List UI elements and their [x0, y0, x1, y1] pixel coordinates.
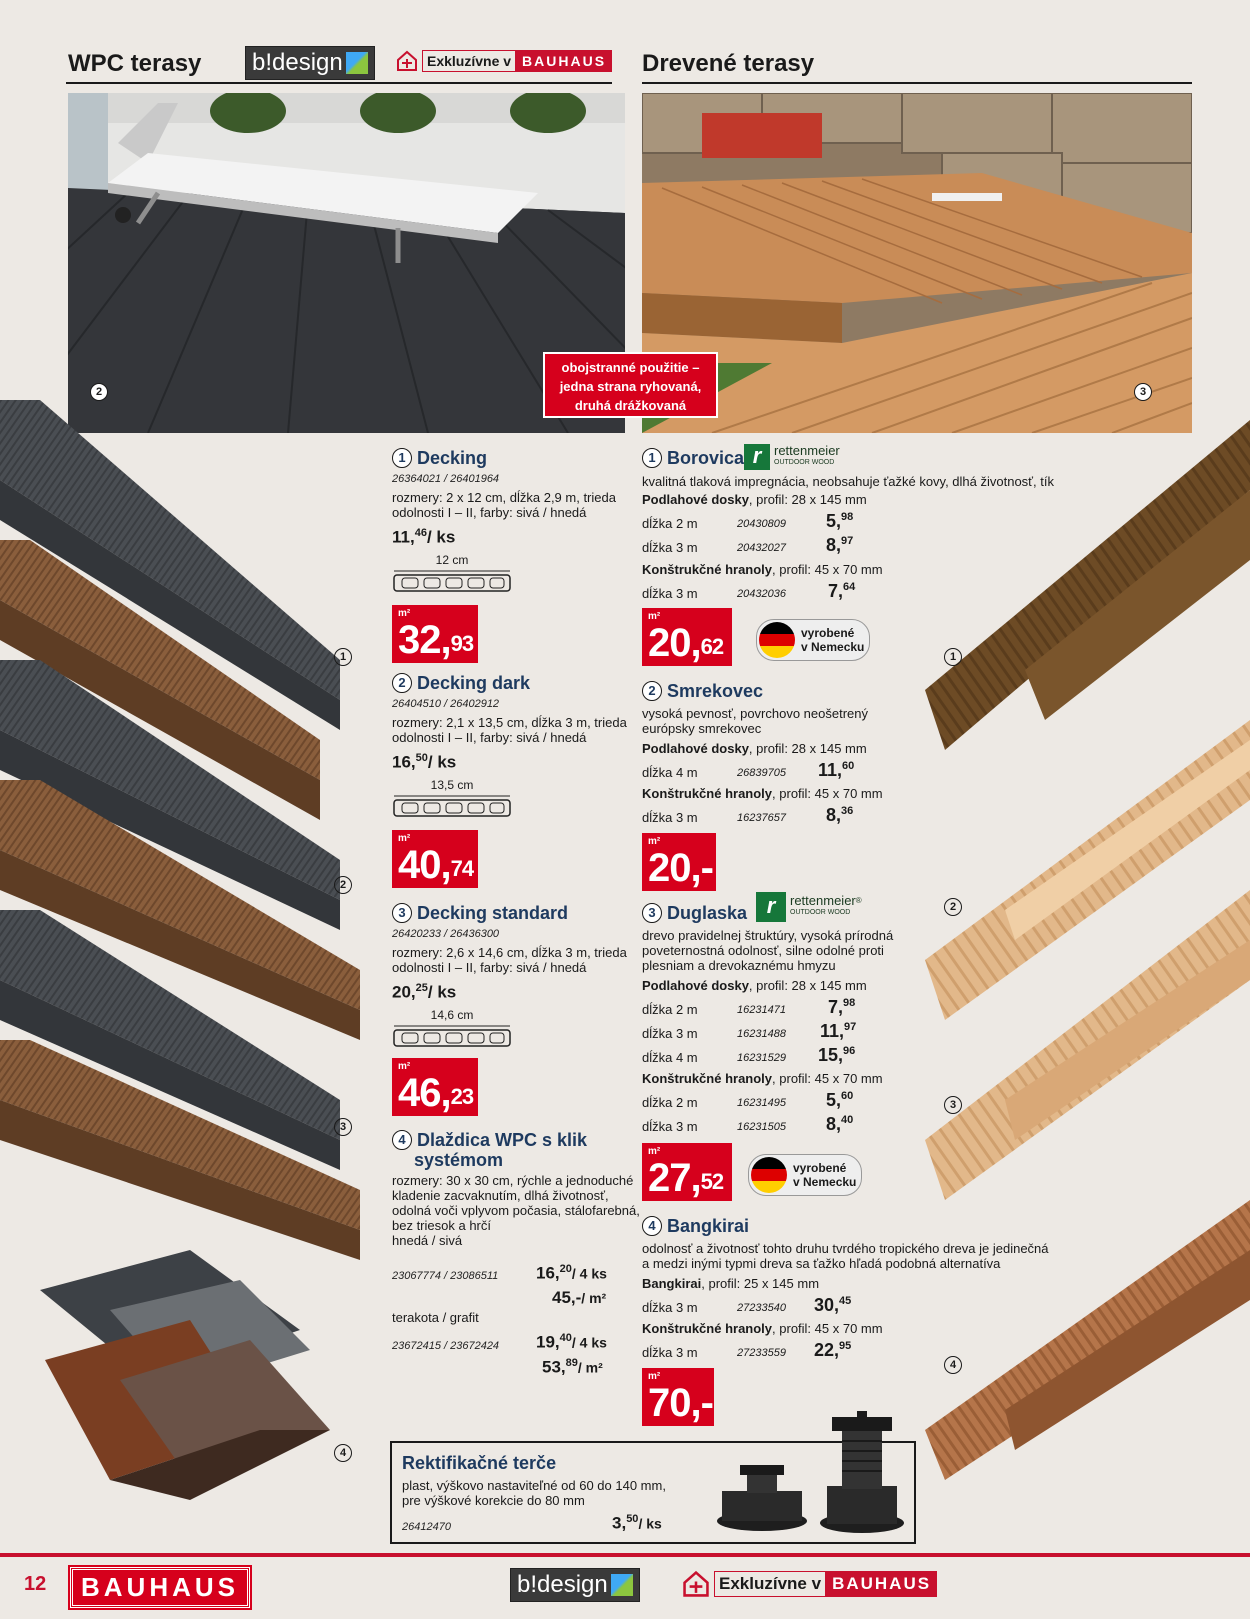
duglaska-m2-label: m²	[648, 1146, 661, 1157]
bangkirai-beam-row-1-price-cents: 95	[839, 1340, 852, 1352]
borovica-m2-price	[648, 622, 723, 664]
duglaska-row-3-length: dĺžka 4 m	[642, 1050, 698, 1065]
bangkirai-row-1-length: dĺžka 3 m	[642, 1300, 698, 1315]
decking-standard-m2-price-box	[392, 1058, 478, 1116]
smrekovec-description	[642, 706, 868, 736]
duglaska-beam-row-2-price	[826, 1114, 853, 1135]
borovica-beam-row-1-price	[828, 581, 855, 602]
bangkirai-row-1-price-main: 30,	[814, 1295, 840, 1315]
bangkirai-beam-profile: , profil: 45 x 70 mm	[772, 1321, 883, 1336]
bangkirai-title	[642, 1216, 749, 1237]
bauhaus-house-icon	[396, 50, 418, 72]
decking-profile-label: 12 cm	[435, 553, 469, 567]
duglaska-beam-row-1-length: dĺžka 2 m	[642, 1095, 698, 1110]
duglaska-beam-row-2-code: 16231505	[737, 1121, 786, 1133]
bangkirai-title-text: Bangkirai	[667, 1216, 750, 1236]
decking-standard-profile-icon	[392, 1022, 512, 1048]
decking-standard-price-unit: / ks	[427, 982, 457, 1002]
right-board-marker-4: 4	[944, 1356, 962, 1374]
pads-illustration	[702, 1411, 912, 1539]
wpc-tile-title-line-1: Dlaždica WPC s klik	[417, 1130, 588, 1150]
wpc-tiles-illustration	[40, 1250, 330, 1500]
duglaska-beam-row-1-price	[826, 1090, 853, 1111]
rettenmeier-r-icon-2: r	[756, 892, 786, 922]
footer-bauhaus-small: BAUHAUS	[826, 1571, 937, 1597]
made-in-2-line-1: vyrobené	[793, 1161, 847, 1175]
decking-dark-m2-price-main: 40,	[398, 843, 451, 887]
decking-dark-price-cents: 50	[415, 752, 428, 764]
decking-title	[392, 448, 487, 469]
decking-codes: 26364021 / 26401964	[392, 473, 500, 485]
germany-flag-icon	[759, 622, 795, 658]
wpc-tile-desc-line-1: rozmery: 30 x 30 cm, rýchle a jednoduché	[392, 1173, 634, 1188]
duglaska-row-2-price-main: 11,	[820, 1021, 845, 1041]
smrekovec-m2-price-box	[642, 833, 716, 891]
pads-price-unit: / ks	[638, 1515, 662, 1532]
rectification-pads-box	[390, 1441, 916, 1544]
rettenmeier-r-icon: r	[744, 444, 770, 470]
decking-m2-price-box	[392, 605, 478, 663]
decking-dark-profile-diagram	[392, 778, 512, 823]
wpc-tile-title	[392, 1130, 587, 1170]
smrekovec-floor-boards	[642, 741, 867, 756]
decking-standard-desc-line-1: rozmery: 2,6 x 14,6 cm, dĺžka 3 m, trieda	[392, 945, 627, 960]
wpc-tile-price-3-unit: / 4 ks	[571, 1334, 607, 1351]
made-in-germany-badge-1	[756, 619, 870, 661]
duglaska-row-1-price-cents: 98	[843, 997, 856, 1009]
decking-dark-title-text: Decking dark	[417, 673, 531, 693]
decking-standard-profile-label: 14,6 cm	[430, 1008, 474, 1022]
decking-dark-m2-price-box	[392, 830, 478, 888]
smrekovec-beam-row-1-price-cents: 36	[841, 805, 854, 817]
wpc-tile-price-3-cents: 40	[559, 1332, 572, 1344]
footer-bidesign-square-icon	[611, 1574, 633, 1596]
wpc-tile-price-3	[536, 1332, 607, 1353]
borovica-beam-row-1-length: dĺžka 3 m	[642, 586, 698, 601]
decking-title-text: Decking	[417, 448, 488, 468]
decking-m2-price	[398, 619, 473, 661]
rettenmeier-logo-1	[744, 444, 840, 470]
decking-standard-profile-diagram	[392, 1008, 512, 1053]
right-board-marker-3: 3	[944, 1096, 962, 1114]
pads-price-main: 3,	[612, 1513, 627, 1533]
rettenmeier-sub: OUTDOOR WOOD	[774, 459, 835, 466]
decking-standard-number: 3	[392, 903, 412, 923]
bangkirai-m2-price: 70,-	[648, 1381, 713, 1425]
left-board-marker-2: 2	[334, 876, 352, 894]
borovica-beam-label: Konštrukčné hranoly	[642, 562, 773, 577]
borovica-row-2-price	[826, 535, 853, 556]
pads-description	[402, 1478, 666, 1508]
decking-desc-line-1: rozmery: 2 x 12 cm, dĺžka 2,9 m, trieda	[392, 490, 616, 505]
decking-price-main: 11,	[392, 527, 415, 547]
rettenmeier-name-2: rettenmeier	[790, 893, 856, 908]
smrekovec-m2-price: 20,-	[648, 846, 713, 890]
bangkirai-beam-row-1-length: dĺžka 3 m	[642, 1345, 698, 1360]
footer-red-rule	[0, 1553, 1250, 1557]
bangkirai-desc-line-2: a medzi inými typmi dreva sa ťažko hľadá podobná alternatíva	[642, 1256, 1001, 1271]
smrekovec-beam-label: Konštrukčné hranoly	[642, 786, 773, 801]
duglaska-row-3-code: 16231529	[737, 1052, 786, 1064]
made-in-line-2: v Nemecku	[801, 640, 865, 654]
right-board-marker-1: 1	[944, 648, 962, 666]
decking-dark-m2-label: m²	[398, 833, 411, 844]
duglaska-m2-price-cents: 52	[700, 1169, 724, 1194]
rettenmeier-logo-2	[756, 892, 862, 922]
bangkirai-row-1-price	[814, 1295, 851, 1316]
borovica-m2-price-cents: 62	[700, 634, 724, 659]
wpc-tile-price-4-cents: 89	[565, 1357, 578, 1369]
bauhaus-logo: BAUHAUS	[516, 50, 612, 72]
decking-dark-desc-line-1: rozmery: 2,1 x 13,5 cm, dĺžka 3 m, trieda	[392, 715, 627, 730]
made-in-2-line-2: v Nemecku	[793, 1175, 857, 1189]
duglaska-beam-row-1-price-main: 5,	[826, 1090, 842, 1110]
decking-standard-codes: 26420233 / 26436300	[392, 928, 500, 940]
smrekovec-number: 2	[642, 681, 662, 701]
duglaska-row-1-price-main: 7,	[828, 997, 844, 1017]
bangkirai-row-1-code: 27233540	[737, 1302, 786, 1314]
smrekovec-desc-line-1: vysoká pevnosť, povrchovo neošetrený	[642, 706, 869, 721]
left-header-rule	[66, 82, 612, 84]
pads-desc-line-2: pre výškové korekcie do 80 mm	[402, 1493, 585, 1508]
duglaska-beams	[642, 1071, 883, 1086]
decking-standard-price-cents: 25	[415, 982, 428, 994]
wpc-tile-desc-line-4: bez triesok a hrčí	[392, 1218, 491, 1233]
bangkirai-beam-row-1-price	[814, 1340, 851, 1361]
smrekovec-beams	[642, 786, 883, 801]
callout-line-1: obojstranné použitie –	[561, 360, 700, 375]
pads-price	[612, 1513, 662, 1534]
footer-bauhaus-house-icon	[682, 1570, 710, 1598]
wpc-tile-codes-1: 23067774 / 23086511	[392, 1270, 499, 1282]
decking-standard-description	[392, 945, 627, 975]
right-header-rule	[642, 82, 1192, 84]
decking-dark-m2-price-cents: 74	[450, 856, 474, 881]
callout-line-2: jedna strana ryhovaná,	[559, 379, 702, 394]
made-in-line-1: vyrobené	[801, 626, 855, 640]
smrekovec-m2-label: m²	[648, 836, 661, 847]
footer-bidesign-logo	[510, 1568, 640, 1602]
duglaska-row-2-price-cents: 97	[844, 1021, 857, 1033]
decking-dark-profile-icon	[392, 792, 512, 818]
decking-standard-price	[392, 982, 456, 1003]
borovica-row-2-price-main: 8,	[826, 535, 842, 555]
exclusive-text: Exkluzívne v	[422, 50, 516, 72]
bangkirai-description	[642, 1241, 1049, 1271]
wpc-tile-desc-line-5: hnedá / sivá	[392, 1233, 463, 1248]
wpc-tile-desc-line-3: odolná voči vplyvom počasia, stálofarebná,	[392, 1203, 640, 1218]
borovica-title-text: Borovica	[667, 448, 745, 468]
borovica-row-1-length: dĺžka 2 m	[642, 516, 698, 531]
decking-dark-title	[392, 673, 530, 694]
duglaska-row-3-price-main: 15,	[818, 1045, 844, 1065]
callout-line-3: druhá drážkovaná	[574, 398, 687, 413]
wpc-tile-title-line-2: systémom	[414, 1150, 504, 1170]
wpc-tile-price-1-unit: / 4 ks	[571, 1265, 607, 1282]
wpc-tile-variant-2: terakota / grafit	[392, 1310, 479, 1325]
germany-flag-icon-2	[751, 1157, 787, 1193]
footer-exclusive-badge	[682, 1570, 937, 1598]
borovica-floor-label: Podlahové dosky	[642, 492, 749, 507]
made-in-germany-badge-2	[748, 1154, 862, 1196]
pads-code: 26412470	[402, 1521, 451, 1533]
exclusive-badge	[396, 50, 612, 72]
bangkirai-number: 4	[642, 1216, 662, 1236]
smrekovec-floor-label: Podlahové dosky	[642, 741, 749, 756]
photo-marker-3: 3	[1134, 383, 1152, 401]
bidesign-logo	[245, 46, 375, 80]
wpc-tile-price-4-unit: / m²	[577, 1359, 603, 1376]
duglaska-m2-price-box	[642, 1143, 732, 1201]
wood-section-title: Drevené terasy	[642, 50, 815, 77]
borovica-beam-row-1-price-main: 7,	[828, 581, 844, 601]
borovica-row-1-price-main: 5,	[826, 511, 842, 531]
smrekovec-beam-row-1-length: dĺžka 3 m	[642, 810, 698, 825]
wpc-tile-price-2-unit: / m²	[581, 1290, 607, 1306]
decking-dark-desc-line-2: odolnosti I – II, farby: sivá / hnedá	[392, 730, 587, 745]
borovica-description: kvalitná tlaková impregnácia, neobsahuje ťažké kovy, dlhá životnosť, tík	[642, 474, 1055, 489]
smrekovec-beam-row-1-code: 16237657	[737, 812, 786, 824]
duglaska-row-3-price-cents: 96	[843, 1045, 856, 1057]
wpc-tile-desc-line-2: kladenie zacvaknutím, dlhá životnosť,	[392, 1188, 609, 1203]
duglaska-m2-price-main: 27,	[648, 1156, 701, 1200]
duglaska-row-2-length: dĺžka 3 m	[642, 1026, 698, 1041]
bangkirai-desc-line-1: odolnosť a životnosť tohto druhu tvrdého tropického dreva je jedinečná	[642, 1241, 1049, 1256]
left-board-marker-4: 4	[334, 1444, 352, 1462]
duglaska-beam-row-1-code: 16231495	[737, 1097, 786, 1109]
duglaska-row-3-price	[818, 1045, 855, 1066]
wpc-tile-price-2	[552, 1288, 606, 1308]
bangkirai-row-1-price-cents: 45	[839, 1295, 852, 1307]
wpc-tile-price-4-main: 53,	[542, 1357, 566, 1377]
borovica-beams	[642, 562, 883, 577]
decking-price-cents: 46	[414, 527, 427, 539]
decking-description	[392, 490, 616, 520]
duglaska-row-2-price	[820, 1021, 856, 1042]
smrekovec-row-1-price	[818, 760, 854, 781]
decking-number: 1	[392, 448, 412, 468]
decking-dark-codes: 26404510 / 26402912	[392, 698, 500, 710]
smrekovec-desc-line-2: európsky smrekovec	[642, 721, 762, 736]
bangkirai-m2-label: m²	[648, 1371, 661, 1382]
pads-title: Rektifikačné terče	[402, 1453, 557, 1473]
borovica-beam-row-1-code: 20432036	[737, 588, 786, 600]
duglaska-beam-profile: , profil: 45 x 70 mm	[772, 1071, 883, 1086]
decking-profile-diagram	[392, 553, 512, 598]
wpc-section-title: WPC terasy	[68, 50, 202, 77]
borovica-row-2-length: dĺžka 3 m	[642, 540, 698, 555]
photo-marker-2: 2	[90, 383, 108, 401]
rettenmeier-sub-2: OUTDOOR WOOD	[790, 909, 851, 916]
borovica-row-1-code: 20430809	[737, 518, 786, 530]
duglaska-beam-row-2-price-cents: 40	[841, 1114, 854, 1126]
duglaska-floor-label: Podlahové dosky	[642, 978, 749, 993]
duglaska-row-1-code: 16231471	[737, 1004, 786, 1016]
duglaska-desc-line-2: poveternostná odolnosť, silne odolné proti	[642, 943, 884, 958]
wpc-tile-price-1-main: 16,	[536, 1263, 560, 1283]
smrekovec-beam-profile: , profil: 45 x 70 mm	[772, 786, 883, 801]
decking-price	[392, 527, 455, 548]
decking-standard-title	[392, 903, 568, 924]
duglaska-m2-price	[648, 1157, 723, 1199]
smrekovec-floor-profile: , profil: 28 x 145 mm	[748, 741, 867, 756]
wpc-terrace-photo	[68, 93, 625, 433]
duglaska-floor-boards	[642, 978, 867, 993]
bangkirai-floor-profile: , profil: 25 x 145 mm	[701, 1276, 820, 1291]
duglaska-title-text: Duglaska	[667, 903, 748, 923]
decking-dark-profile-label: 13,5 cm	[430, 778, 474, 792]
footer-bauhaus-logo: BAUHAUS	[70, 1567, 250, 1608]
smrekovec-row-1-price-cents: 60	[842, 760, 855, 772]
borovica-floor-boards	[642, 492, 867, 507]
bangkirai-floor-boards	[642, 1276, 819, 1291]
bangkirai-beam-row-1-code: 27233559	[737, 1347, 786, 1359]
wpc-tile-price-4	[542, 1357, 603, 1378]
smrekovec-row-1-price-main: 11,	[818, 760, 843, 780]
decking-standard-m2-label: m²	[398, 1061, 411, 1072]
duglaska-title	[642, 903, 747, 924]
decking-standard-m2-price-cents: 23	[450, 1084, 474, 1109]
decking-standard-title-text: Decking standard	[417, 903, 569, 923]
wpc-tile-price-3-main: 19,	[536, 1332, 560, 1352]
decking-standard-desc-line-2: odolnosti I – II, farby: sivá / hnedá	[392, 960, 587, 975]
borovica-m2-price-box	[642, 608, 732, 666]
decking-m2-price-cents: 93	[450, 631, 474, 656]
duglaska-row-1-price	[828, 997, 855, 1018]
bangkirai-beams	[642, 1321, 883, 1336]
borovica-m2-price-main: 20,	[648, 621, 701, 665]
duglaska-floor-profile: , profil: 28 x 145 mm	[748, 978, 867, 993]
decking-standard-m2-price	[398, 1072, 473, 1114]
footer-exclusive-text: Exkluzívne v	[714, 1571, 826, 1597]
decking-dark-price-main: 16,	[392, 752, 416, 772]
smrekovec-title-text: Smrekovec	[667, 681, 764, 701]
rettenmeier-reg-2: ®	[855, 896, 862, 905]
rettenmeier-name: rettenmeier	[774, 443, 840, 458]
decking-standard-price-main: 20,	[392, 982, 416, 1002]
duglaska-desc-line-3: plesniam a drevokaznému hmyzu	[642, 958, 836, 973]
page-number: 12	[24, 1573, 47, 1595]
wpc-tile-price-1-cents: 20	[559, 1263, 572, 1275]
borovica-m2-label: m²	[648, 611, 661, 622]
pads-desc-line-1: plast, výškovo nastaviteľné od 60 do 140 mm,	[402, 1478, 666, 1493]
decking-m2-label: m²	[398, 608, 411, 619]
smrekovec-row-1-code: 26839705	[737, 767, 786, 779]
smrekovec-beam-row-1-price	[826, 805, 853, 826]
smrekovec-title	[642, 681, 763, 702]
wood-boards-illustration	[925, 420, 1250, 1530]
wood-terrace-photo	[642, 93, 1192, 433]
decking-m2-price-main: 32,	[398, 618, 451, 662]
decking-profile-icon	[392, 567, 512, 593]
duglaska-description	[642, 928, 893, 973]
borovica-row-1-price-cents: 98	[841, 511, 854, 523]
wpc-tile-price-2-main: 45,-	[552, 1288, 582, 1307]
wpc-tile-number: 4	[392, 1130, 412, 1150]
duglaska-row-1-length: dĺžka 2 m	[642, 1002, 698, 1017]
smrekovec-row-1-length: dĺžka 4 m	[642, 765, 698, 780]
bangkirai-beam-row-1-price-main: 22,	[814, 1340, 840, 1360]
borovica-beam-profile: , profil: 45 x 70 mm	[772, 562, 883, 577]
duglaska-beam-row-2-length: dĺžka 3 m	[642, 1119, 698, 1134]
decking-dark-m2-price	[398, 844, 473, 886]
bidesign-logo-text: b!design	[252, 49, 343, 76]
bidesign-square-icon	[346, 52, 368, 74]
footer-bidesign-text: b!design	[517, 1571, 608, 1598]
decking-dark-description	[392, 715, 627, 745]
duglaska-desc-line-1: drevo pravidelnej štruktúry, vysoká prírodná	[642, 928, 894, 943]
wpc-tile-description	[392, 1173, 640, 1248]
decking-standard-m2-price-main: 46,	[398, 1071, 451, 1115]
decking-dark-number: 2	[392, 673, 412, 693]
borovica-beam-row-1-price-cents: 64	[843, 581, 856, 593]
wpc-tile-codes-2: 23672415 / 23672424	[392, 1340, 500, 1352]
borovica-row-1-price	[826, 511, 853, 532]
decking-price-unit: / ks	[426, 527, 456, 547]
borovica-row-2-price-cents: 97	[841, 535, 854, 547]
borovica-row-2-code: 20432027	[737, 542, 786, 554]
wpc-tile-price-1	[536, 1263, 607, 1284]
decking-desc-line-2: odolnosti I – II, farby: sivá / hnedá	[392, 505, 587, 520]
decking-dark-price	[392, 752, 456, 773]
double-sided-callout	[543, 352, 718, 418]
right-board-marker-2: 2	[944, 898, 962, 916]
duglaska-beam-row-1-price-cents: 60	[841, 1090, 854, 1102]
left-board-marker-3: 3	[334, 1118, 352, 1136]
duglaska-number: 3	[642, 903, 662, 923]
duglaska-row-2-code: 16231488	[737, 1028, 786, 1040]
decking-dark-price-unit: / ks	[427, 752, 457, 772]
bangkirai-beam-label: Konštrukčné hranoly	[642, 1321, 773, 1336]
bangkirai-floor-label: Bangkirai	[642, 1276, 702, 1291]
pads-price-cents: 50	[626, 1513, 639, 1525]
borovica-title	[642, 448, 744, 469]
borovica-number: 1	[642, 448, 662, 468]
smrekovec-beam-row-1-price-main: 8,	[826, 805, 842, 825]
borovica-floor-profile: , profil: 28 x 145 mm	[748, 492, 867, 507]
left-board-marker-1: 1	[334, 648, 352, 666]
duglaska-beam-label: Konštrukčné hranoly	[642, 1071, 773, 1086]
wpc-boards-illustration	[0, 400, 380, 1510]
duglaska-beam-row-2-price-main: 8,	[826, 1114, 842, 1134]
